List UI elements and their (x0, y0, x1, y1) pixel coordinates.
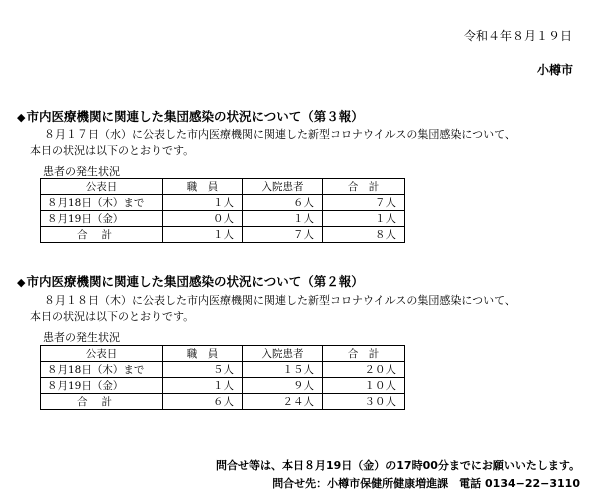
diamond-bullet-icon: ◆ (17, 111, 26, 124)
report-2-case-table (40, 345, 405, 410)
row-staff-cell: ５人 (163, 362, 243, 378)
report-3-intro (30, 127, 590, 159)
report-2-intro-line1: ８月１８日（木）に公表した市内医療機関に関連した新型コロナウイルスの集団感染について、 (44, 294, 516, 307)
row-staff-cell: １人 (163, 195, 243, 211)
diamond-bullet-icon: ◆ (17, 276, 26, 289)
total-label-cell: 合計 (41, 394, 163, 410)
row-inpatients-cell: ９人 (243, 378, 323, 394)
table-header-row (41, 346, 405, 362)
organization-name: 小樽市 (536, 63, 573, 77)
header-cell-date: 公表日 (41, 346, 163, 362)
row-total-cell: １人 (323, 211, 405, 227)
table-row (41, 195, 405, 211)
report-3-intro-line2: 本日の状況は以下のとおりです。 (30, 144, 195, 157)
total-inpatients-cell: ７人 (243, 227, 323, 243)
header-cell-staff: 職 員 (163, 346, 243, 362)
header-cell-staff: 職 員 (163, 179, 243, 195)
report-2-table-caption: 患者の発生状況 (43, 331, 120, 344)
total-inpatients-cell: ２４人 (243, 394, 323, 410)
report-2-intro-line2: 本日の状況は以下のとおりです。 (30, 310, 195, 323)
report-3-intro-line1: ８月１７日（水）に公表した市内医療機関に関連した新型コロナウイルスの集団感染について、 (44, 128, 516, 141)
header-cell-inpatients: 入院患者 (243, 179, 323, 195)
row-inpatients-cell: １５人 (243, 362, 323, 378)
row-staff-cell: ０人 (163, 211, 243, 227)
row-date-cell: ８月18日（木）まで (41, 195, 163, 211)
table-row (41, 378, 405, 394)
row-inpatients-cell: １人 (243, 211, 323, 227)
row-total-cell: １０人 (323, 378, 405, 394)
total-staff-cell: ６人 (163, 394, 243, 410)
table-total-row (41, 394, 405, 410)
report-3-title: 市内医療機関に関連した集団感染の状況について（第３報） (26, 109, 364, 124)
header-cell-total: 合 計 (323, 179, 405, 195)
document-date: 令和４年８月１９日 (463, 29, 572, 43)
report-2-title-block (17, 272, 364, 290)
report-3-title-block (17, 107, 364, 125)
row-total-cell: ２０人 (323, 362, 405, 378)
row-date-cell: ８月19日（金） (41, 211, 163, 227)
total-label-cell: 合計 (41, 227, 163, 243)
report-2-intro (30, 293, 590, 325)
row-date-cell: ８月18日（木）まで (41, 362, 163, 378)
table-row (41, 362, 405, 378)
total-sum-cell: ３０人 (323, 394, 405, 410)
row-date-cell: ８月19日（金） (41, 378, 163, 394)
table-header-row (41, 179, 405, 195)
report-3-table-caption: 患者の発生状況 (43, 165, 120, 178)
total-staff-cell: １人 (163, 227, 243, 243)
total-sum-cell: ８人 (323, 227, 405, 243)
header-cell-total: 合 計 (323, 346, 405, 362)
table-row (41, 211, 405, 227)
header-cell-inpatients: 入院患者 (243, 346, 323, 362)
report-2-title: 市内医療機関に関連した集団感染の状況について（第２報） (26, 274, 364, 289)
row-staff-cell: １人 (163, 378, 243, 394)
report-3-case-table (40, 178, 405, 243)
table-total-row (41, 227, 405, 243)
inquiry-deadline-note: 問合せ等は、本日８月19日（金）の17時00分までにお願いいたします。 (215, 459, 580, 472)
header-cell-date: 公表日 (41, 179, 163, 195)
contact-info: 問合せ先：小樽市保健所健康増進課 電話 0134−22−3110 (272, 477, 580, 490)
row-total-cell: ７人 (323, 195, 405, 211)
row-inpatients-cell: ６人 (243, 195, 323, 211)
